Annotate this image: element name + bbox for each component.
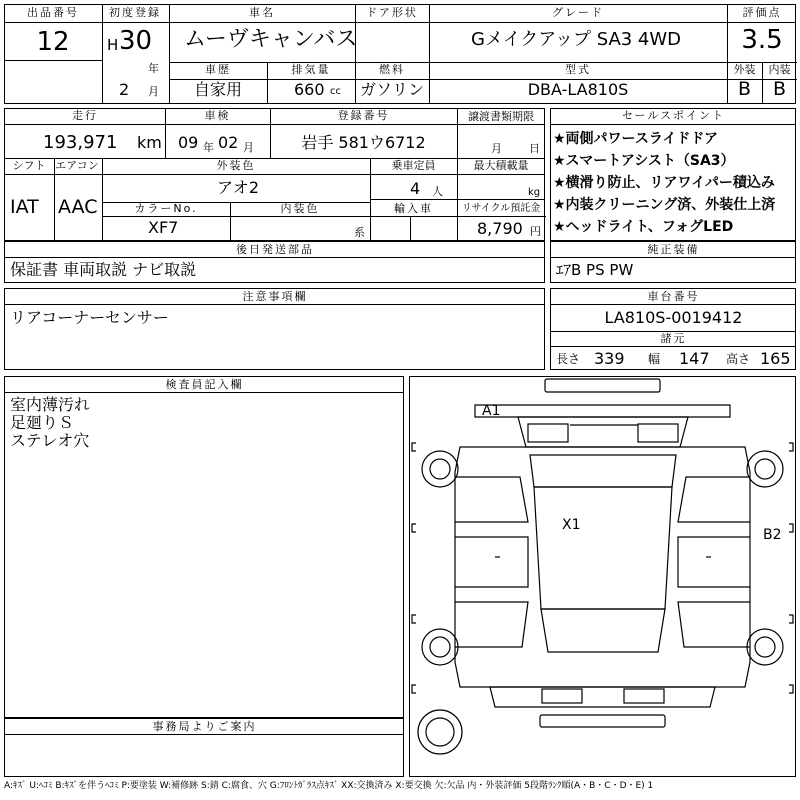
car-name: ムーヴキャンバス xyxy=(184,27,358,52)
capacity-value: 4 xyxy=(410,179,421,198)
plate-label: 登録番号 xyxy=(337,109,390,122)
sales-point-4: ★内装クリーニング済、外装仕上済 xyxy=(553,197,776,213)
car-diagram-block xyxy=(409,376,796,777)
lot-no: 12 xyxy=(36,27,70,57)
inspector-line-2: 足廻りＳ xyxy=(10,413,75,432)
capacity-label: 乗車定員 xyxy=(391,159,436,172)
height-label: 高さ xyxy=(726,352,751,366)
transfer-day-unit: 日 xyxy=(529,142,540,155)
notes-value: リアコーナーセンサー xyxy=(10,308,169,327)
sales-point-2: ★スマートアシスト（SA3） xyxy=(553,153,735,169)
lot-no-label: 出品番号 xyxy=(27,6,79,19)
door-label: ドア形状 xyxy=(366,6,418,19)
color-label: 外装色 xyxy=(216,159,256,172)
cc-label: 排気量 xyxy=(291,63,331,76)
height-value: 165 xyxy=(760,349,791,368)
first-reg-label: 初度登録 xyxy=(109,6,161,19)
transfer-month-unit: 月 xyxy=(491,142,502,155)
length-value: 339 xyxy=(594,349,625,368)
era: H xyxy=(107,36,119,54)
width-value: 147 xyxy=(679,349,710,368)
inspection-label: 車検 xyxy=(204,109,231,122)
import-label: 輸入車 xyxy=(394,202,433,215)
chassis-label: 車台番号 xyxy=(647,290,700,303)
fuel-label: 燃料 xyxy=(379,63,405,76)
notes-label: 注意事項欄 xyxy=(242,290,308,303)
first-reg-month: 2 xyxy=(119,80,130,99)
ac-value: AAC xyxy=(58,196,98,218)
recycle-label: リサイクル預託金 xyxy=(461,203,541,214)
damage-mark-b2: B2 xyxy=(763,527,782,543)
color-no-value: XF7 xyxy=(148,218,179,237)
inspector-label: 検査員記入欄 xyxy=(165,378,244,391)
inspection-year-unit: 年 xyxy=(203,141,214,154)
ac-label: エアコン xyxy=(55,159,99,172)
chassis-value: LA810S-0019412 xyxy=(604,308,743,327)
parts-label: 後日発送部品 xyxy=(236,243,314,256)
shift-value: IAT xyxy=(10,196,39,218)
damage-mark-a1: A1 xyxy=(482,403,501,419)
car-diagram-icon xyxy=(410,377,795,776)
recycle-unit: 円 xyxy=(530,225,541,238)
score-value: 3.5 xyxy=(741,25,783,55)
ext-label: 外装 xyxy=(733,63,756,76)
parts-value: 保証書 車両取説 ナビ取説 xyxy=(10,260,197,279)
capacity-unit: 人 xyxy=(432,185,443,198)
sales-point-1: ★両側パワースライドドア xyxy=(553,131,719,147)
inspection-month: 02 xyxy=(218,133,239,152)
int-label: 内装 xyxy=(768,63,791,76)
damage-mark-x1: X1 xyxy=(562,517,581,533)
int-color-label: 内装色 xyxy=(280,202,320,215)
sales-points-label: セールスポイント xyxy=(621,109,725,122)
color-no-label: カラーNo. xyxy=(134,202,198,215)
equipment-label: 純正装備 xyxy=(647,243,700,256)
inspection-month-unit: 月 xyxy=(243,141,254,154)
mileage-unit: km xyxy=(137,133,162,152)
month-unit: 月 xyxy=(148,85,159,98)
spec-label: 諸元 xyxy=(660,332,687,345)
plate-value: 岩手 581ウ6712 xyxy=(301,133,426,152)
history-value: 自家用 xyxy=(193,80,242,99)
ext-grade: B xyxy=(737,78,752,100)
color-value: アオ2 xyxy=(217,178,260,197)
int-color-unit: 系 xyxy=(354,226,365,239)
legend-text: A:ｷｽﾞ U:ﾍｺﾐ B:ｷｽﾞを伴うﾍｺﾐ P:要塗装 W:補修跡 S:錆 C:腐食、穴 G:ﾌﾛﾝﾄｶﾞﾗｽ点ｷｽﾞ XX:交換済み X:要交換 欠:欠品 内・外装評価 5段階ﾗﾝｸ順(A・B・C・D・E) 1 xyxy=(4,781,654,791)
history-label: 車歴 xyxy=(205,63,231,76)
first-reg-year: 30 xyxy=(119,26,153,56)
model-label: 型式 xyxy=(565,63,591,76)
score-label: 評価点 xyxy=(742,6,782,19)
grade-value: Gメイクアップ SA3 4WD xyxy=(471,29,682,50)
int-grade: B xyxy=(772,78,787,100)
fuel-value: ガソリン xyxy=(359,80,424,99)
year-unit: 年 xyxy=(148,62,159,75)
cc-unit: cc xyxy=(330,86,341,97)
inspector-line-3: ステレオ穴 xyxy=(10,431,90,450)
office-label: 事務局よりご案内 xyxy=(152,720,257,733)
details-block xyxy=(4,108,545,241)
model-value: DBA-LA810S xyxy=(527,80,629,99)
car-name-label: 車名 xyxy=(249,6,275,19)
transfer-label: 譲渡書類期限 xyxy=(468,110,534,123)
recycle-value: 8,790 xyxy=(477,219,523,238)
mileage-label: 走行 xyxy=(72,109,98,122)
length-label: 長さ xyxy=(556,352,581,366)
grade-label: グレード xyxy=(552,6,604,19)
shift-label: シフト xyxy=(12,159,46,172)
load-label: 最大積載量 xyxy=(473,159,529,172)
sales-point-5: ★ヘッドライト、フォグLED xyxy=(553,219,734,235)
sales-point-3: ★横滑り防止、リアワイパー積込み xyxy=(553,175,775,191)
inspector-line-1: 室内薄汚れ xyxy=(10,395,91,414)
width-label: 幅 xyxy=(648,352,661,366)
inspection-year: 09 xyxy=(178,133,199,152)
cc-value: 660 xyxy=(294,80,325,99)
equipment-value: ｴｱB PS PW xyxy=(556,261,634,279)
load-unit: kg xyxy=(528,187,541,198)
mileage-value: 193,971 xyxy=(43,132,118,153)
